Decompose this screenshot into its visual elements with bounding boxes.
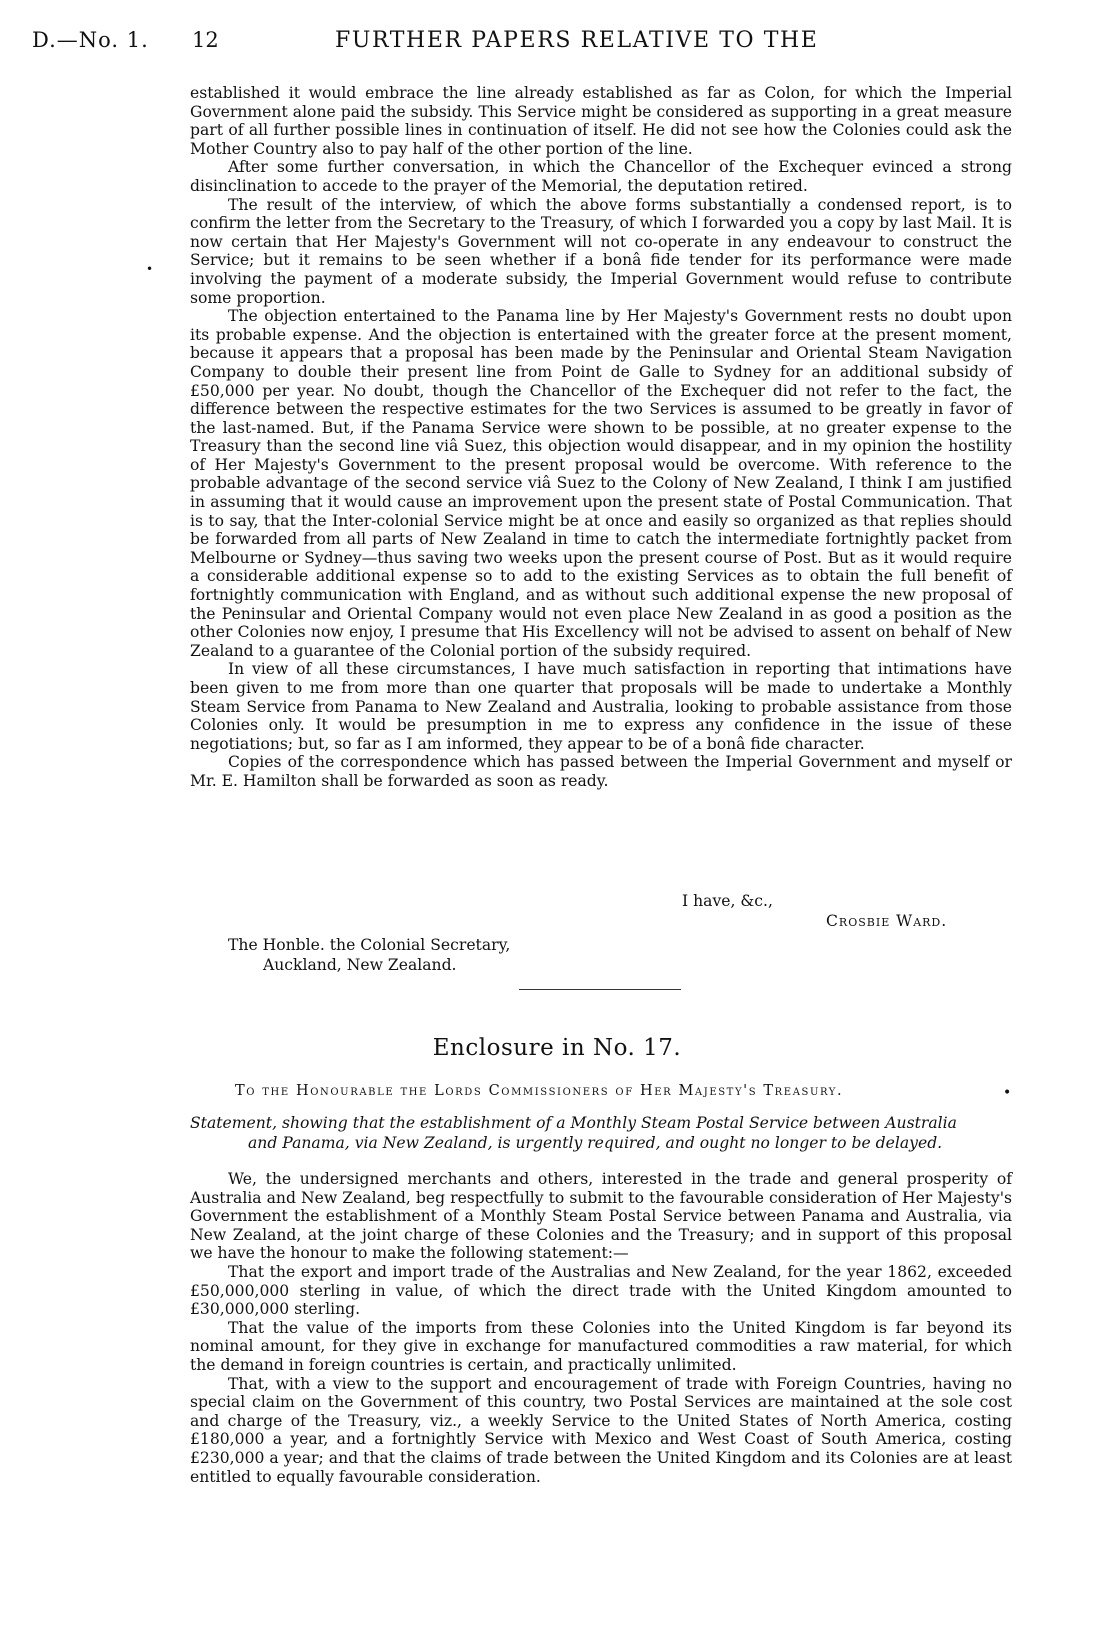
letter-paragraph: The result of the interview, of which the above forms substantially a condensed report, is to confirm the letter from the Secretary to the Treasury, of which I forwarded you a copy by last Mail. It is now certain that Her Majesty's Government will not co-operate in any endeavour to construct the Service; but it remains to be seen whether if a bonâ fide tender for its performance were made involving the payment of a moderate subsidy, the Imperial Government would refuse to contribute some proportion.: [190, 195, 1012, 307]
margin-mark: •: [1003, 1085, 1012, 1101]
section-divider: [519, 989, 681, 990]
letter-paragraph: In view of all these circumstances, I have much satisfaction in reporting that intimations have been given to me from more than one quarter that proposals will be made to undertake a Monthly Steam Service from Panama to New Zealand and Australia, looking to probable assistance from those Colonies only. It would be presumption in me to express any confidence in the issue of these negotiations; but, so far as I am informed, they appear to be of a bonâ fide character.: [190, 660, 1012, 753]
running-title: FURTHER PAPERS RELATIVE TO THE: [335, 28, 819, 53]
enclosure-paragraph: That the export and import trade of the Australias and New Zealand, for the year 1862, exceeded £50,000,000 sterling in value, of which the direct trade with the United Kingdom amounted to £30,000,000 sterling.: [190, 1262, 1012, 1319]
enclosure-body: [190, 1170, 1012, 1486]
letter-paragraph: established it would embrace the line already established as far as Colon, for which the Imperial Government alone paid the subsidy. This Service might be considered as supporting in a great measure part of all further possible lines in continuation of itself. He did not see how the Colonies could ask the Mother Country also to pay half of the other portion of the line.: [190, 84, 1012, 158]
margin-mark: •: [146, 262, 154, 276]
signature: Crosbie Ward.: [826, 912, 948, 930]
statement-line: Statement, showing that the establishment of a Monthly Steam Postal Service between Australia: [190, 1114, 957, 1132]
addressee-line: Auckland, New Zealand.: [263, 956, 457, 974]
enclosure-paragraph: That the value of the imports from these Colonies into the United Kingdom is far beyond its nominal amount, for they give in exchange for manufactured commodities a raw material, for which the demand in foreign countries is certain, and practically unlimited.: [190, 1318, 1012, 1374]
enclosure-paragraph: We, the undersigned merchants and others, interested in the trade and general prosperity of Australia and New Zealand, beg respectfully to submit to the favourable consideration of Her Majesty's Government the establishment of a Monthly Steam Postal Service between Panama and Australia, via New Zealand, at the joint charge of these Colonies and the Treasury; and in support of this proposal we have the honour to make the following statement:—: [190, 1170, 1012, 1263]
enclosure-address: To the Honourable the Lords Commissioners of Her Majesty's Treasury.: [235, 1083, 844, 1099]
letter-paragraph: The objection entertained to the Panama line by Her Majesty's Government rests no doubt upon its probable expense. And the objection is entertained with the greater force at the present moment, because it appears that a proposal has been made by the Peninsular and Oriental Steam Navigation Company to double their present line from Point de Galle to Sydney for an additional subsidy of £50,000 per year. No doubt, though the Chancellor of the Exchequer did not refer to the fact, the difference between the respective estimates for the two Services is assumed to be greatly in favor of the last-named. But, if the Panama Service were shown to be possible, at no greater expense to the Treasury than the second line viâ Suez, this objection would disappear, and in my opinion the hostility of Her Majesty's Government to the present proposal would be overcome. With reference to the probable advantage of the second service viâ Suez to the Colony of New Zealand, I think I am justified in assuming that it would cause an improvement upon the present state of Postal Communication. That is to say, that the Inter-colonial Service might be at once and easily so organized as that replies should be forwarded from all parts of New Zealand in time to catch the intermediate fortnightly packet from Melbourne or Sydney—thus saving two weeks upon the present course of Post. But as it would require a considerable additional expense so to add to the existing Services as to obtain the full benefit of fortnightly communication with England, and as without such additional expense the new proposal of the Peninsular and Oriental Company would not even place New Zealand in as good a position as the other Colonies now enjoy, I presume that His Excellency will not be advised to assent on behalf of New Zealand to a guarantee of the Colonial portion of the subsidy required.: [190, 307, 1012, 660]
addressee-line: The Honble. the Colonial Secretary,: [228, 936, 511, 954]
enclosure-heading: Enclosure in No. 17.: [432, 1035, 682, 1061]
letter-paragraph: Copies of the correspondence which has passed between the Imperial Government and myself or Mr. E. Hamilton shall be forwarded as soon as ready.: [190, 753, 1012, 790]
letter-paragraph: After some further conversation, in which the Chancellor of the Exchequer evinced a strong disinclination to accede to the prayer of the Memorial, the deputation retired.: [190, 158, 1012, 195]
document-reference: D.—No. 1.: [32, 28, 149, 52]
page-header: [32, 28, 1082, 62]
page-number: 12: [192, 28, 219, 52]
letter-body: [190, 84, 1012, 791]
enclosure-paragraph: That, with a view to the support and encouragement of trade with Foreign Countries, having no special claim on the Government of this country, two Postal Services are maintained at the sole cost and charge of the Treasury, viz., a weekly Service to the United States of North America, costing £180,000 a year, and a fortnightly Service with Mexico and West Coast of South America, costing £230,000 a year; and that the claims of trade between the United Kingdom and its Colonies are at least entitled to equally favourable consideration.: [190, 1374, 1012, 1486]
addressee-block: [228, 935, 510, 975]
statement-title: [190, 1113, 1012, 1153]
closing-line: [190, 892, 1012, 912]
statement-line: and Panama, via New Zealand, is urgently required, and ought no longer to be delayed.: [248, 1134, 943, 1152]
closing-formula: I have, &c.,: [682, 892, 773, 910]
